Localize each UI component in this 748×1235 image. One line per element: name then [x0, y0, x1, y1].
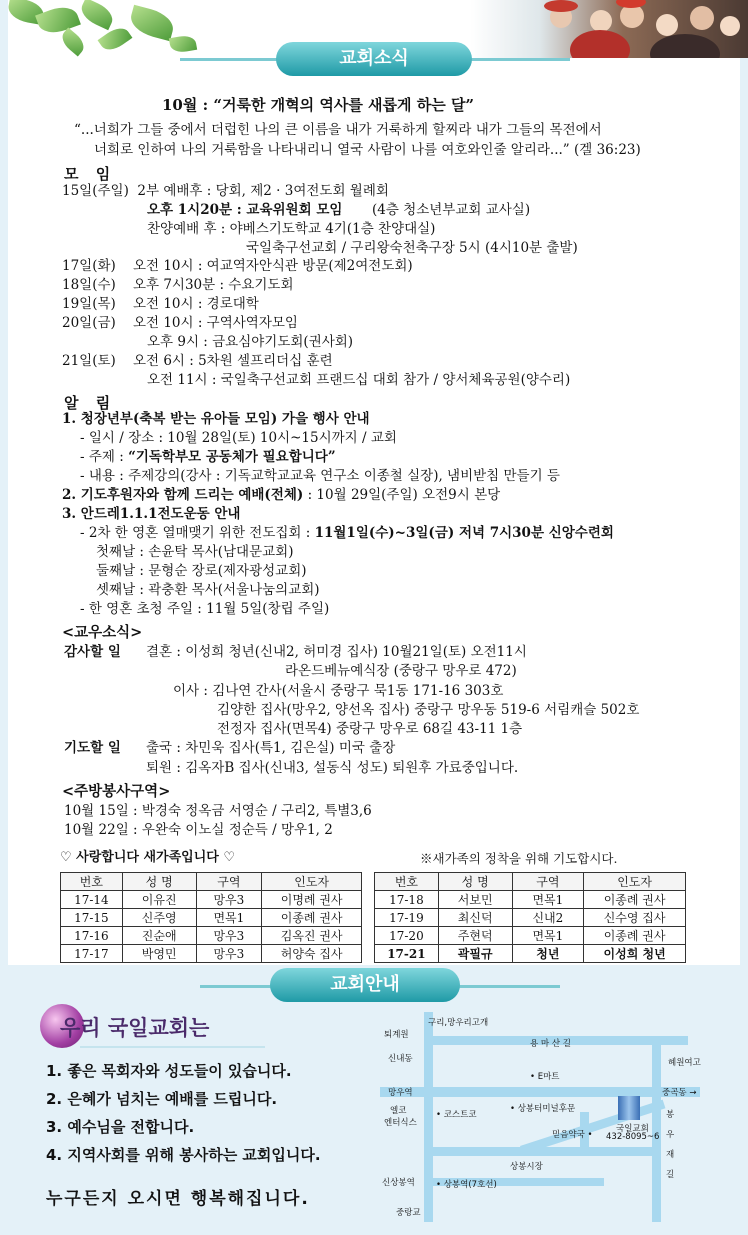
notices-heading: 알 림: [64, 394, 117, 412]
map-label: 봉: [666, 1110, 675, 1120]
church-building-icon: [618, 1096, 640, 1120]
meeting-item: 오후 9시 : 금요심야기도회(권사회): [147, 334, 354, 350]
map-label: 신내동: [388, 1054, 413, 1064]
map-label: • 코스트코: [436, 1110, 477, 1120]
table-row: [375, 945, 686, 963]
meeting-item: (4층 청소년부교회 교사실): [372, 202, 531, 218]
cell: 진순애: [122, 927, 196, 945]
meeting-item: 17일(화) 오전 10시 : 여교역자안식관 방문(제2여전도회): [62, 258, 413, 274]
map-road: [380, 1087, 700, 1097]
guide-item: 3. 예수님을 전합니다.: [46, 1118, 195, 1136]
notice-3-day1: 첫째날 : 손윤탁 목사(남대문교회): [96, 544, 294, 560]
table-row: [61, 909, 362, 927]
map-road: [424, 1147, 661, 1156]
map-label: 길: [666, 1170, 675, 1180]
cell: 신주영: [122, 909, 196, 927]
map-label: 믿음약국 •: [552, 1130, 593, 1140]
meeting-item: 18일(수) 오후 7시30분 : 수요기도회: [62, 277, 294, 293]
guide-title-block: [40, 1004, 240, 1048]
cell: 이유진: [122, 891, 196, 909]
notice-3-rally-label: - 2차 한 영혼 열매맺기 위한 전도집회 :: [80, 525, 315, 541]
map-label: 엘코: [390, 1106, 407, 1116]
table-row: [61, 945, 362, 963]
map-label: 구리,망우리고개: [428, 1018, 489, 1028]
table-row: [375, 891, 686, 909]
map-label: 우: [666, 1130, 675, 1140]
cell: 망우3: [196, 927, 262, 945]
guide-item: 1. 좋은 목회자와 성도들이 있습니다.: [46, 1062, 292, 1080]
table-row: [375, 909, 686, 927]
notice-2: [62, 487, 500, 504]
month-title: 10월 : “거룩한 개혁의 역사를 새롭게 하는 달”: [162, 96, 475, 114]
cell: 면목1: [512, 891, 584, 909]
map-label: 재: [666, 1150, 675, 1160]
table-row: [375, 927, 686, 945]
kitchen-line: 10월 15일 : 박경숙 정옥금 서영순 / 구리2, 특별3,6: [64, 803, 372, 819]
notice-1-content: - 내용 : 주제강의(강사 : 기독교학교교육 연구소 이종철 실장), 냄비받침 만들기 등: [80, 468, 560, 484]
cell: 17-20: [375, 927, 439, 945]
family-heading: <교우소식>: [62, 624, 143, 641]
map-label: 혜원여고: [668, 1058, 701, 1068]
map-label: 엔터식스: [384, 1118, 417, 1128]
map-label: • E마트: [530, 1072, 560, 1082]
cell: 17-15: [61, 909, 123, 927]
cell: 17-19: [375, 909, 439, 927]
meeting-item: 21일(토) 오전 6시 : 5차원 셀프리더십 훈련: [62, 353, 333, 369]
col-header: 구역: [196, 873, 262, 891]
newfam-note: ※새가족의 정착을 위해 기도합시다.: [420, 851, 618, 866]
news-banner: 교회소식: [276, 42, 472, 76]
map-label: 432-8095~6: [606, 1132, 660, 1142]
cell: 이종례 권사: [262, 909, 362, 927]
notice-1-theme-label: - 주제 :: [80, 449, 129, 465]
cell: 박영민: [122, 945, 196, 963]
wedding-line-1: 결혼 : 이성희 청년(신내2, 허미경 집사) 10월21일(토) 오전11시: [146, 644, 527, 660]
meeting-item: 19일(목) 오전 10시 : 경로대학: [62, 296, 259, 312]
col-header: 성 명: [438, 873, 512, 891]
guide-title: 우리 국일교회는: [60, 1016, 210, 1040]
cell: 주현덕: [438, 927, 512, 945]
map-label: 중곡동 →: [662, 1088, 697, 1098]
cell: 17-21: [375, 945, 439, 963]
move-line-2: 김양한 집사(망우2, 양선옥 집사) 중랑구 망우동 519-6 서림캐슬 502호: [217, 702, 640, 718]
cell: 이성희 청년: [584, 945, 686, 963]
map-label: 국일교회: [616, 1124, 649, 1134]
notice-1-when: - 일시 / 장소 : 10월 28일(토) 10시~15시까지 / 교회: [80, 430, 397, 446]
kitchen-heading: <주방봉사구역>: [62, 783, 171, 800]
table-row: [61, 927, 362, 945]
cell: 이명례 권사: [262, 891, 362, 909]
notice-3-rally-date: 11월1일(수)~3일(금) 저녁 7시30분 신앙수련회: [314, 525, 614, 541]
cell: 신내2: [512, 909, 584, 927]
notice-2-detail: : 10월 29일(주일) 오전9시 본당: [303, 487, 501, 503]
cell: 망우3: [196, 891, 262, 909]
cell: 김옥진 권사: [262, 927, 362, 945]
cell: 서보민: [438, 891, 512, 909]
map-label: • 상봉터미널후문: [510, 1104, 576, 1114]
guide-banner: 교회안내: [270, 968, 460, 1002]
location-map: [380, 1012, 710, 1222]
cell: 곽필규: [438, 945, 512, 963]
thanks-label: 감사할 일: [64, 644, 121, 660]
verse-line-1: “...너희가 그들 중에서 더럽힌 나의 큰 이름을 내가 거룩하게 할찌라 내가 그들의 목전에서: [74, 122, 602, 138]
cell: 청년: [512, 945, 584, 963]
map-label: 상봉시장: [510, 1162, 543, 1172]
notice-3: 3. 안드레1.1.1전도운동 안내: [62, 506, 241, 522]
col-header: 번호: [375, 873, 439, 891]
pray-label: 기도할 일: [64, 740, 121, 756]
trip-line: 출국 : 차민욱 집사(특1, 김은실) 미국 출장: [146, 740, 396, 756]
meeting-item: 오전 11시 : 국일축구선교회 프랜드십 대회 참가 / 양서체육공원(양수리): [147, 372, 571, 388]
notice-1: 1. 청장년부(축복 받는 유아들 모임) 가을 행사 안내: [62, 411, 370, 427]
map-label: 중랑교: [396, 1208, 421, 1218]
cell: 망우3: [196, 945, 262, 963]
map-label: • 상봉역(7호선): [436, 1180, 497, 1190]
newfam-table-right: [374, 872, 686, 963]
cell: 허양숙 집사: [262, 945, 362, 963]
cell: 17-14: [61, 891, 123, 909]
meeting-item: 20일(금) 오전 10시 : 구역사역자모임: [62, 315, 298, 331]
cell: 17-17: [61, 945, 123, 963]
cell: 신수영 집사: [584, 909, 686, 927]
cell: 17-18: [375, 891, 439, 909]
notice-1-theme-text: “기독학부모 공동체가 필요합니다”: [128, 449, 336, 465]
map-label: 신상봉역: [382, 1178, 415, 1188]
kitchen-line: 10월 22일 : 우완숙 이노실 정순득 / 망우1, 2: [64, 822, 333, 838]
notice-3-day2: 둘째날 : 문형순 장로(제자광성교회): [96, 563, 307, 579]
cell: 이종례 권사: [584, 891, 686, 909]
col-header: 번호: [61, 873, 123, 891]
meetings-heading: 모 임: [64, 165, 117, 183]
map-road: [652, 1036, 661, 1222]
cell: 면목1: [196, 909, 262, 927]
guide-slogan: 누구든지 오시면 행복해집니다.: [46, 1189, 310, 1209]
newfam-table-left: [60, 872, 362, 963]
map-label: 용 마 산 길: [530, 1039, 571, 1049]
cell: 이종례 권사: [584, 927, 686, 945]
notice-3-rally: [80, 525, 614, 542]
cell: 17-16: [61, 927, 123, 945]
move-line-1: 이사 : 김나연 간사(서울시 중랑구 묵1동 171-16 303호: [173, 683, 504, 699]
newfam-heading: ♡ 사랑합니다 새가족입니다 ♡: [60, 850, 236, 865]
verse-line-2: 너희로 인하여 나의 거룩함을 나타내리니 열국 사람이 나를 여호와인줄 알리라...” (겔 36:23): [94, 142, 641, 158]
cell: 최신덕: [438, 909, 512, 927]
meeting-item: 15일(주일) 2부 예배후 : 당회, 제2 · 3여전도회 월례회: [62, 183, 389, 199]
guide-item: 4. 지역사회를 위해 봉사하는 교회입니다.: [46, 1146, 321, 1164]
notice-1-theme: [80, 449, 336, 466]
meeting-item: 오후 1시20분 : 교육위원회 모임: [147, 202, 343, 218]
choir-photo: [470, 0, 748, 58]
discharge-line: 퇴원 : 김옥자B 집사(신내3, 설동식 성도) 퇴원후 가료중입니다.: [146, 760, 519, 776]
col-header: 성 명: [122, 873, 196, 891]
notice-3-invite: - 한 영혼 초청 주일 : 11월 5일(창립 주일): [80, 601, 330, 617]
map-label: 퇴계원: [384, 1030, 409, 1040]
meeting-item: 국일축구선교회 / 구리왕숙천축구장 5시 (4시10분 출발): [246, 240, 578, 256]
title-underline: [80, 1046, 265, 1048]
meeting-item: 찬양예배 후 : 야베스기도학교 4기(1층 찬양대실): [147, 221, 436, 237]
cell: 면목1: [512, 927, 584, 945]
map-label: 망우역: [388, 1088, 413, 1098]
table-row: [61, 891, 362, 909]
col-header: 구역: [512, 873, 584, 891]
notice-2-title: 2. 기도후원자와 함께 드리는 예배(전체): [62, 487, 304, 503]
move-line-3: 전정자 집사(면목4) 중랑구 망우로 68길 43-11 1층: [217, 721, 523, 737]
notice-3-day3: 셋째날 : 곽충환 목사(서울나눔의교회): [96, 582, 320, 598]
wedding-line-2: 라온드베뉴예식장 (중랑구 망우로 472): [285, 663, 517, 679]
col-header: 인도자: [262, 873, 362, 891]
col-header: 인도자: [584, 873, 686, 891]
guide-item: 2. 은혜가 넘치는 예배를 드립니다.: [46, 1090, 278, 1108]
